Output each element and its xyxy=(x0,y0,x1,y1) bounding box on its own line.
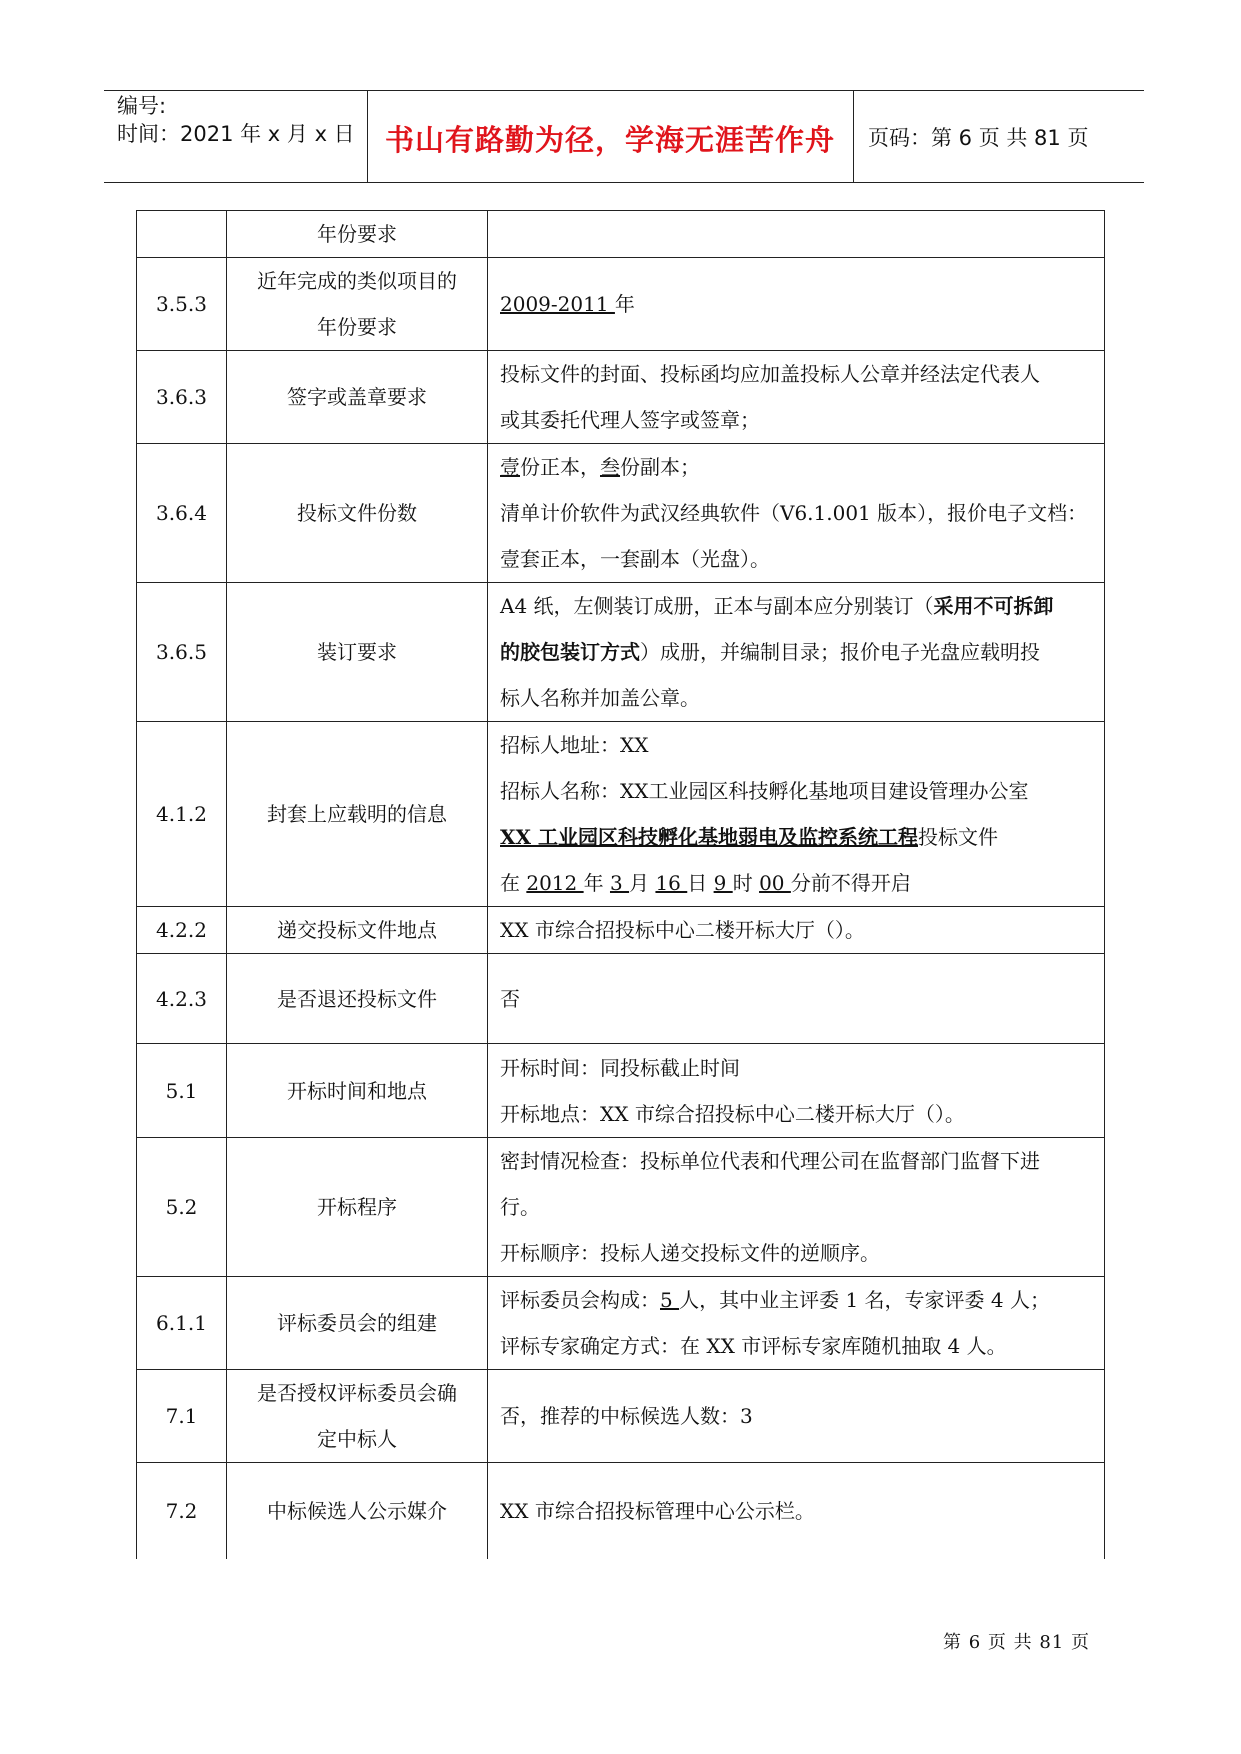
clause-content xyxy=(488,722,1105,907)
text: 评标委员会构成： xyxy=(500,1288,660,1312)
content-line: 或其委托代理人签字或签章； xyxy=(500,408,760,432)
text: 时 xyxy=(732,871,760,895)
content-line: 投标文件的封面、投标函均应加盖投标人公章并经法定代表人 xyxy=(500,362,1040,386)
clause-item: 开标程序 xyxy=(227,1138,488,1277)
content-line xyxy=(500,629,1094,675)
clause-content: XX 市综合招投标中心二楼开标大厅（）。 xyxy=(488,907,1105,954)
clause-content xyxy=(488,583,1105,722)
clause-item: 是否退还投标文件 xyxy=(227,954,488,1044)
text: 人，其中业主评委 1 名，专家评委 4 人； xyxy=(679,1288,1050,1312)
bid-info-table xyxy=(136,210,1105,1559)
text: 分前不得开启 xyxy=(790,871,911,895)
header-page-info: 页码：第 6 页 共 81 页 xyxy=(868,126,1089,150)
clause-item-line: 定中标人 xyxy=(317,1427,397,1451)
table-row xyxy=(137,1370,1105,1463)
clause-item: 签字或盖章要求 xyxy=(227,351,488,444)
clause-item-line: 是否授权评标委员会确 xyxy=(257,1381,457,1405)
clause-number: 5.2 xyxy=(137,1138,227,1277)
text: 在 xyxy=(500,871,527,895)
clause-content xyxy=(488,1138,1105,1277)
page-footer: 第 6 页 共 81 页 xyxy=(943,1632,1090,1653)
table-row xyxy=(137,351,1105,444)
table-row xyxy=(137,722,1105,907)
content-line: 密封情况检查：投标单位代表和代理公司在监督部门监督下进 xyxy=(500,1149,1040,1173)
clause-number: 4.2.3 xyxy=(137,954,227,1044)
clause-item: 封套上应载明的信息 xyxy=(227,722,488,907)
clause-content: 否 xyxy=(488,954,1105,1044)
underlined-value: 壹 xyxy=(500,455,520,479)
text: 投标文件 xyxy=(918,825,998,849)
table-row xyxy=(137,1463,1105,1559)
header-divider xyxy=(853,90,854,182)
content-line: 招标人地址：XX xyxy=(500,733,649,757)
content-line: 招标人名称：XX工业园区科技孵化基地项目建设管理办公室 xyxy=(500,779,1029,803)
clause-item: 中标候选人公示媒介 xyxy=(227,1463,488,1559)
clause-item: 装订要求 xyxy=(227,583,488,722)
text: 份副本； xyxy=(620,455,700,479)
clause-number: 6.1.1 xyxy=(137,1277,227,1370)
content-line xyxy=(500,860,1094,906)
clause-item: 年份要求 xyxy=(227,211,488,258)
content-line: 标人名称并加盖公章。 xyxy=(500,686,700,710)
clause-content xyxy=(488,1277,1105,1370)
content-line xyxy=(500,814,1094,860)
table-row xyxy=(137,1138,1105,1277)
content-line: 开标时间：同投标截止时间 xyxy=(500,1055,740,1080)
underlined-value: 2009-2011 xyxy=(500,292,615,316)
text: 月 xyxy=(629,871,656,895)
clause-content: XX 市综合招投标管理中心公示栏。 xyxy=(488,1463,1105,1559)
content-line: 开标地点：XX 市综合招投标中心二楼开标大厅（）。 xyxy=(500,1101,965,1126)
clause-number: 4.1.2 xyxy=(137,722,227,907)
clause-content xyxy=(488,351,1105,444)
clause-item xyxy=(227,1370,488,1463)
clause-item: 开标时间和地点 xyxy=(227,1044,488,1138)
content-line: 行。 xyxy=(500,1195,540,1219)
clause-item-line: 年份要求 xyxy=(317,315,397,339)
clause-number: 3.6.3 xyxy=(137,351,227,444)
text: 日 xyxy=(687,871,714,895)
year-value: 2012 xyxy=(526,871,584,895)
header-top-rule xyxy=(104,90,1144,91)
table-row xyxy=(137,1044,1105,1138)
month-value: 3 xyxy=(609,871,630,895)
underlined-value: 5 xyxy=(660,1288,680,1312)
header-bottom-rule xyxy=(104,182,1144,183)
clause-content xyxy=(488,211,1105,258)
hour-value: 9 xyxy=(713,871,733,895)
bold-text: 采用不可拆卸 xyxy=(933,594,1054,618)
text: A4 纸，左侧装订成册，正本与副本应分别装订（ xyxy=(500,594,934,618)
content-line: 清单计价软件为武汉经典软件（V6.1.001 版本），报价电子文档： xyxy=(500,501,1088,525)
clause-item-line: 近年完成的类似项目的 xyxy=(257,269,457,293)
content-line: 评标专家确定方式：在 XX 市评标专家库随机抽取 4 人。 xyxy=(500,1334,1007,1358)
content-line: 开标顺序：投标人递交投标文件的逆顺序。 xyxy=(500,1241,880,1265)
text: 年 xyxy=(614,292,635,316)
header-motto: 书山有路勤为径，学海无涯苦作舟 xyxy=(384,123,835,157)
clause-content xyxy=(488,258,1105,351)
minute-value: 00 xyxy=(759,871,791,895)
table-row xyxy=(137,907,1105,954)
clause-content xyxy=(488,1044,1105,1138)
content-line xyxy=(500,583,1094,629)
day-value: 16 xyxy=(655,871,688,895)
clause-number: 7.1 xyxy=(137,1370,227,1463)
clause-number: 3.6.5 xyxy=(137,583,227,722)
clause-number: 3.5.3 xyxy=(137,258,227,351)
clause-item: 投标文件份数 xyxy=(227,444,488,583)
text: 年 xyxy=(583,871,610,895)
document-number-label: 编号: xyxy=(117,94,167,118)
clause-number: 4.2.2 xyxy=(137,907,227,954)
text: ）成册，并编制目录；报价电子光盘应载明投 xyxy=(640,640,1040,664)
clause-number: 3.6.4 xyxy=(137,444,227,583)
clause-item: 评标委员会的组建 xyxy=(227,1277,488,1370)
text: 份正本， xyxy=(520,455,600,479)
clause-item: 递交投标文件地点 xyxy=(227,907,488,954)
content-line xyxy=(500,1277,1094,1323)
table-row xyxy=(137,954,1105,1044)
underlined-value: 叁 xyxy=(600,455,620,479)
table-row xyxy=(137,583,1105,722)
clause-content xyxy=(488,444,1105,583)
bold-text: 的胶包装订方式 xyxy=(500,640,640,664)
table-row xyxy=(137,444,1105,583)
project-name: XX 工业园区科技孵化基地弱电及监控系统工程 xyxy=(500,825,918,849)
clause-number: 7.2 xyxy=(137,1463,227,1559)
table-row xyxy=(137,258,1105,351)
clause-item xyxy=(227,258,488,351)
content-line xyxy=(500,444,1094,490)
document-time: 时间：2021 年 x 月 x 日 xyxy=(117,122,355,146)
clause-number: 5.1 xyxy=(137,1044,227,1138)
table-row xyxy=(137,1277,1105,1370)
content-line: 壹套正本，一套副本（光盘）。 xyxy=(500,547,770,571)
table-row xyxy=(137,211,1105,258)
header-left-block xyxy=(117,92,355,148)
clause-number xyxy=(137,211,227,258)
clause-content: 否，推荐的中标候选人数：3 xyxy=(488,1370,1105,1463)
